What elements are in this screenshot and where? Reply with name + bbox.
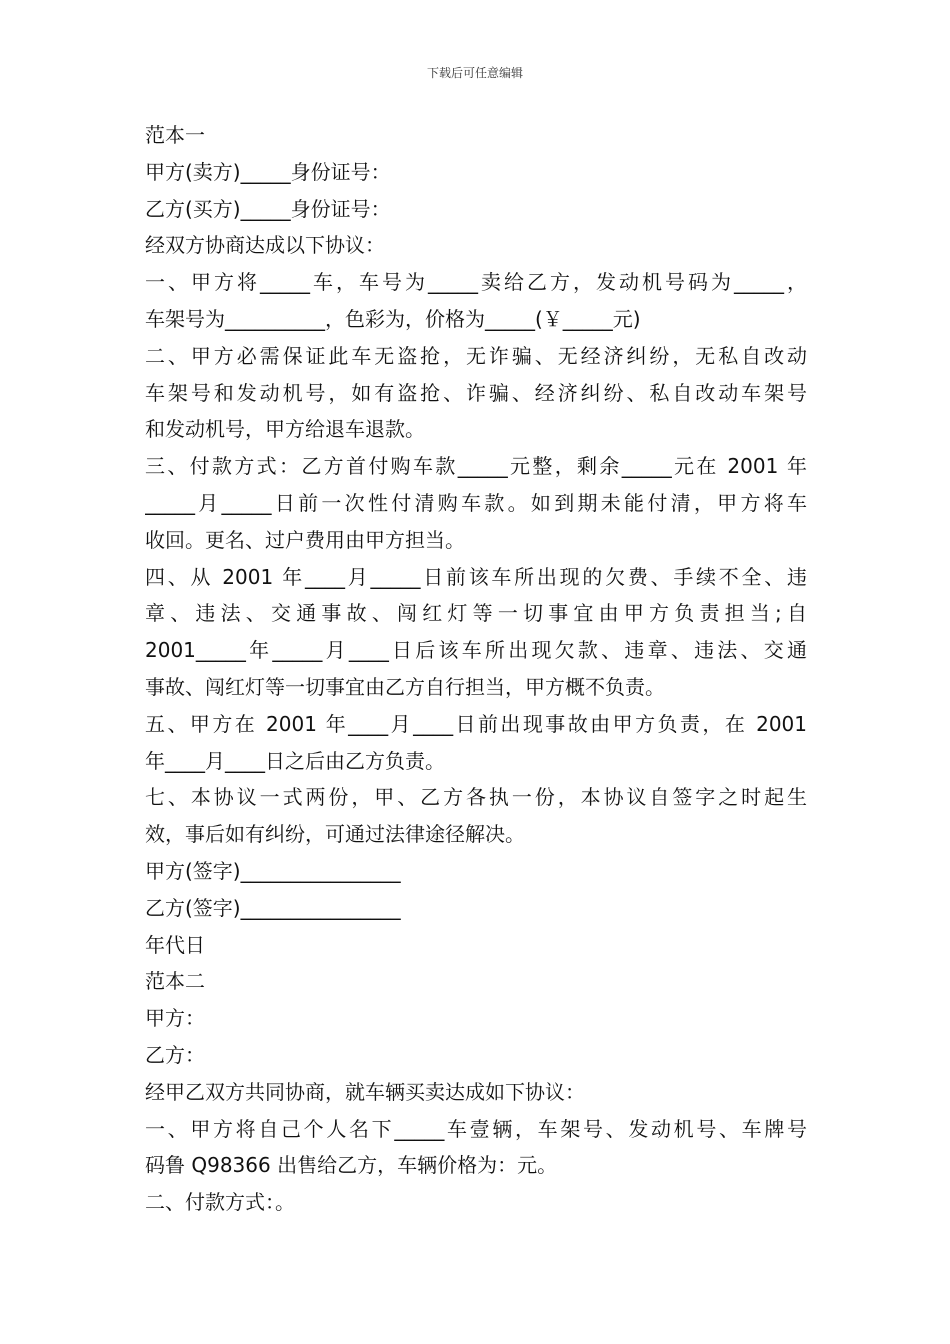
text-line: 年代日 — [145, 932, 205, 957]
text-line: 经双方协商达成以下协议： — [145, 233, 385, 258]
text-line: 效，事后如有纠纷，可通过法律途径解决。 — [145, 822, 525, 847]
text-line: 四、从 2001 年____月_____日前该车所出现的欠费、手续不全、违 — [145, 564, 807, 589]
text-line: 范本一 — [145, 123, 205, 147]
text-line: 2001_____年_____月____日后该车所出现欠款、违章、违法、交通 — [145, 638, 807, 663]
page-header: 下载后可任意编辑 — [426, 66, 523, 80]
text-line: 七、本协议一式两份，甲、乙方各执一份，本协议自签字之时起生 — [145, 785, 807, 810]
text-line: 乙方(签字)________________ — [145, 895, 401, 920]
text-line: 五、甲方在 2001 年____月____日前出现事故由甲方负责，在 2001 — [145, 711, 807, 736]
text-line: 事故、闯红灯等一切事宜由乙方自行担当，甲方概不负责。 — [145, 674, 665, 699]
text-line: _____月_____日前一次性付清购车款。如到期未能付清，甲方将车 — [145, 490, 807, 515]
text-line: 甲方： — [145, 1006, 205, 1031]
text-line: 车架号为__________，色彩为，价格为_____(￥_____元) — [145, 306, 641, 331]
document-body — [145, 117, 807, 1221]
text-line: 章、违法、交通事故、闯红灯等一切事宜由甲方负责担当;自 — [145, 601, 807, 626]
text-line: 乙方(买方)_____身份证号： — [145, 196, 391, 221]
text-line: 和发动机号，甲方给退车退款。 — [145, 417, 425, 442]
text-line: 甲方(签字)________________ — [145, 858, 401, 883]
text-line: 二、付款方式：。 — [145, 1190, 295, 1215]
text-line: 车架号和发动机号，如有盗抢、诈骗、经济纠纷、私自改动车架号 — [145, 380, 807, 405]
text-line: 收回。更名、过户费用由甲方担当。 — [145, 527, 465, 552]
text-line: 一、甲方将_____车，车号为_____卖给乙方，发动机号码为_____， — [145, 270, 807, 295]
text-line: 甲方(卖方)_____身份证号： — [145, 159, 391, 184]
text-line: 三、付款方式：乙方首付购车款_____元整，剩余_____元在 2001 年 — [145, 454, 807, 479]
text-line: 一、甲方将自己个人名下_____车壹辆，车架号、发动机号、车牌号 — [145, 1116, 807, 1141]
text-line: 经甲乙双方共同协商，就车辆买卖达成如下协议： — [145, 1079, 585, 1104]
text-line: 码鲁 Q98366 出售给乙方，车辆价格为：元。 — [145, 1153, 558, 1178]
text-line: 乙方： — [145, 1042, 205, 1067]
text-line: 二、甲方必需保证此车无盗抢，无诈骗、无经济纠纷，无私自改动 — [145, 343, 807, 368]
text-line: 范本二 — [145, 969, 205, 994]
text-line: 年____月____日之后由乙方负责。 — [145, 748, 445, 773]
